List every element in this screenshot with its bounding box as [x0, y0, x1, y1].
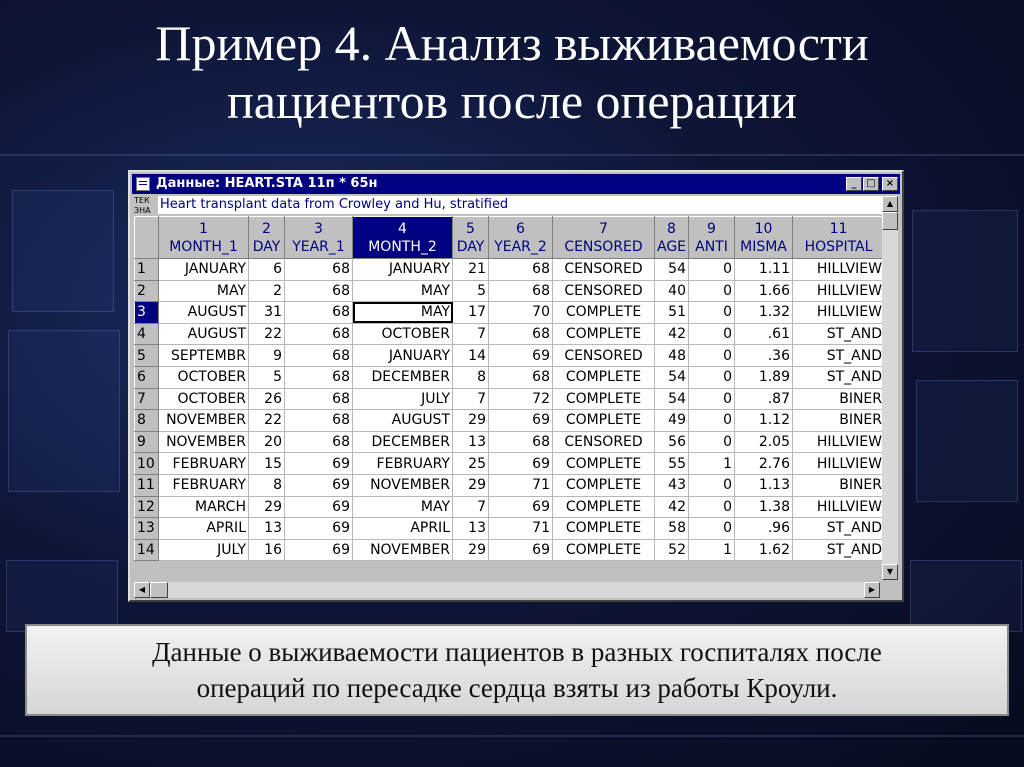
maximize-button[interactable]: □ — [863, 177, 879, 191]
data-cell[interactable]: NOVEMBER — [353, 474, 453, 496]
row-number[interactable]: 6 — [135, 366, 159, 388]
data-cell[interactable]: 29 — [453, 539, 489, 561]
data-cell[interactable]: CENSORED — [553, 259, 655, 281]
data-cell[interactable]: 26 — [249, 388, 285, 410]
data-cell[interactable]: BINER — [793, 388, 885, 410]
horizontal-scrollbar[interactable] — [134, 582, 880, 598]
data-cell[interactable]: 13 — [249, 518, 285, 540]
slide-title-line-1: Пример 4. Анализ выживаемости — [155, 15, 869, 71]
data-cell[interactable]: 1.89 — [735, 366, 793, 388]
data-cell[interactable]: 29 — [453, 474, 489, 496]
data-cell[interactable]: FEBRUARY — [159, 453, 249, 475]
data-cell[interactable]: 5 — [453, 280, 489, 302]
data-cell[interactable]: 42 — [655, 323, 689, 345]
data-cell[interactable]: 0 — [689, 431, 735, 453]
data-cell[interactable]: 68 — [285, 388, 353, 410]
data-cell[interactable]: MAY — [353, 280, 453, 302]
data-cell[interactable]: COMPLETE — [553, 323, 655, 345]
data-cell[interactable]: 17 — [453, 302, 489, 324]
data-cell[interactable]: 54 — [655, 366, 689, 388]
data-cell[interactable]: CENSORED — [553, 345, 655, 367]
spreadsheet-icon[interactable] — [136, 177, 150, 191]
data-cell[interactable]: 1 — [689, 453, 735, 475]
data-cell[interactable]: 68 — [489, 431, 553, 453]
data-cell[interactable]: COMPLETE — [553, 453, 655, 475]
data-cell[interactable]: 58 — [655, 518, 689, 540]
data-cell[interactable]: CENSORED — [553, 280, 655, 302]
data-cell[interactable]: ST_AND — [793, 345, 885, 367]
table-row — [135, 302, 885, 324]
table-row — [135, 518, 885, 540]
data-cell[interactable]: 40 — [655, 280, 689, 302]
left-arrow-icon[interactable]: ◀ — [134, 582, 150, 598]
row-number[interactable]: 10 — [135, 453, 159, 475]
data-cell[interactable]: AUGUST — [353, 410, 453, 432]
column-header[interactable] — [285, 217, 353, 259]
data-cell[interactable]: COMPLETE — [553, 388, 655, 410]
data-cell[interactable]: OCTOBER — [159, 388, 249, 410]
data-cell[interactable]: 68 — [489, 323, 553, 345]
column-number: 3 — [314, 220, 323, 237]
column-name: AGE — [656, 238, 687, 255]
data-cell[interactable]: .61 — [735, 323, 793, 345]
table-row — [135, 539, 885, 561]
case-name-header-line-2: ЗНА — [134, 206, 151, 215]
data-cell[interactable]: 68 — [285, 302, 353, 324]
data-cell[interactable]: 69 — [285, 539, 353, 561]
data-cell[interactable]: NOVEMBER — [353, 539, 453, 561]
data-cell[interactable]: 2.05 — [735, 431, 793, 453]
data-cell[interactable]: 68 — [285, 280, 353, 302]
data-cell[interactable]: 68 — [285, 366, 353, 388]
data-cell[interactable]: 9 — [249, 345, 285, 367]
data-cell[interactable]: 21 — [453, 259, 489, 281]
data-cell[interactable]: 29 — [453, 410, 489, 432]
column-header[interactable] — [689, 217, 735, 259]
data-cell[interactable]: 16 — [249, 539, 285, 561]
slide-title-line-2: пациентов после операции — [227, 73, 797, 129]
column-header[interactable] — [159, 217, 249, 259]
column-header[interactable] — [453, 217, 489, 259]
data-cell[interactable]: DECEMBER — [353, 431, 453, 453]
data-cell[interactable]: HILLVIEW — [793, 280, 885, 302]
table-row — [135, 259, 885, 281]
data-cell[interactable]: 69 — [489, 453, 553, 475]
column-number: 5 — [466, 220, 475, 237]
data-cell[interactable]: 0 — [689, 280, 735, 302]
data-cell[interactable]: COMPLETE — [553, 474, 655, 496]
data-cell[interactable]: 0 — [689, 302, 735, 324]
spreadsheet-window — [128, 170, 904, 602]
column-number: 2 — [262, 220, 271, 237]
data-cell[interactable]: 8 — [453, 366, 489, 388]
data-cell[interactable]: 0 — [689, 345, 735, 367]
data-cell[interactable]: HILLVIEW — [793, 259, 885, 281]
column-name: YEAR_2 — [494, 238, 547, 255]
column-number: 7 — [599, 220, 608, 237]
data-cell[interactable]: 69 — [489, 345, 553, 367]
row-number[interactable]: 2 — [135, 280, 159, 302]
data-cell[interactable]: .96 — [735, 518, 793, 540]
window-title: Данные: HEART.STA 11п * 65н — [156, 176, 378, 191]
table-row — [135, 431, 885, 453]
data-cell[interactable]: 1.66 — [735, 280, 793, 302]
column-name: MISMA — [740, 238, 787, 255]
data-cell[interactable]: HILLVIEW — [793, 496, 885, 518]
column-header[interactable] — [553, 217, 655, 259]
row-number[interactable]: 14 — [135, 539, 159, 561]
data-cell[interactable]: 0 — [689, 323, 735, 345]
column-header[interactable] — [249, 217, 285, 259]
data-cell[interactable]: 5 — [249, 366, 285, 388]
minimize-button[interactable]: _ — [846, 177, 862, 191]
background-panel — [12, 190, 114, 312]
data-cell[interactable]: OCTOBER — [159, 366, 249, 388]
data-cell[interactable]: HILLVIEW — [793, 453, 885, 475]
data-cell[interactable]: MAY — [353, 496, 453, 518]
data-cell[interactable]: 8 — [249, 474, 285, 496]
table-row — [135, 410, 885, 432]
data-cell[interactable]: JULY — [353, 388, 453, 410]
data-cell[interactable]: 52 — [655, 539, 689, 561]
data-cell[interactable]: JANUARY — [159, 259, 249, 281]
column-header-row — [135, 217, 885, 259]
data-cell[interactable]: 68 — [489, 280, 553, 302]
data-cell[interactable]: 68 — [285, 345, 353, 367]
data-cell[interactable]: 51 — [655, 302, 689, 324]
background-panel — [916, 380, 1018, 502]
data-cell[interactable]: 0 — [689, 410, 735, 432]
data-cell[interactable]: 0 — [689, 366, 735, 388]
column-name: MONTH_1 — [169, 238, 238, 255]
data-cell[interactable]: OCTOBER — [353, 323, 453, 345]
data-grid — [134, 216, 885, 561]
data-cell[interactable]: 68 — [489, 366, 553, 388]
column-name: DAY — [252, 238, 281, 255]
up-arrow-icon[interactable]: ▲ — [882, 196, 898, 212]
row-number[interactable]: 8 — [135, 410, 159, 432]
data-cell[interactable]: 55 — [655, 453, 689, 475]
data-cell[interactable]: 68 — [285, 431, 353, 453]
data-cell[interactable]: 7 — [453, 388, 489, 410]
data-cell[interactable]: 20 — [249, 431, 285, 453]
data-cell[interactable]: .36 — [735, 345, 793, 367]
column-name: YEAR_1 — [292, 238, 345, 255]
row-number[interactable]: 4 — [135, 323, 159, 345]
case-name-header-line-1: ТЕК — [134, 196, 150, 205]
data-cell[interactable]: 25 — [453, 453, 489, 475]
data-cell[interactable]: 68 — [285, 259, 353, 281]
data-cell[interactable]: 69 — [489, 410, 553, 432]
data-cell[interactable]: FEBRUARY — [353, 453, 453, 475]
caption-line-1: Данные о выживаемости пациентов в разных госпиталях после — [152, 637, 882, 667]
active-cell[interactable]: MAY — [353, 302, 453, 324]
table-row — [135, 280, 885, 302]
close-button[interactable]: × — [882, 177, 898, 191]
data-cell[interactable]: FEBRUARY — [159, 474, 249, 496]
table-row — [135, 366, 885, 388]
column-number: 4 — [398, 220, 407, 237]
grid-corner[interactable] — [135, 217, 159, 259]
data-cell[interactable]: 0 — [689, 388, 735, 410]
background-panel — [912, 210, 1018, 352]
data-cell[interactable]: JANUARY — [353, 345, 453, 367]
data-cell[interactable]: HILLVIEW — [793, 302, 885, 324]
data-cell[interactable]: ST_AND — [793, 539, 885, 561]
data-cell[interactable]: SEPTEMBR — [159, 345, 249, 367]
data-cell[interactable]: 70 — [489, 302, 553, 324]
data-cell[interactable]: NOVEMBER — [159, 410, 249, 432]
row-number[interactable]: 1 — [135, 259, 159, 281]
row-number[interactable]: 9 — [135, 431, 159, 453]
data-cell[interactable]: HILLVIEW — [793, 431, 885, 453]
row-number[interactable]: 13 — [135, 518, 159, 540]
data-cell[interactable]: 69 — [489, 539, 553, 561]
background-panel — [8, 330, 120, 492]
data-cell[interactable]: 49 — [655, 410, 689, 432]
row-number[interactable]: 5 — [135, 345, 159, 367]
data-cell[interactable]: APRIL — [353, 518, 453, 540]
data-cell[interactable]: .87 — [735, 388, 793, 410]
data-cell[interactable]: 54 — [655, 388, 689, 410]
data-cell[interactable]: DECEMBER — [353, 366, 453, 388]
data-cell[interactable]: 1.62 — [735, 539, 793, 561]
column-header[interactable] — [793, 217, 885, 259]
data-cell[interactable]: 71 — [489, 474, 553, 496]
data-cell[interactable]: COMPLETE — [553, 518, 655, 540]
data-cell[interactable]: 68 — [285, 410, 353, 432]
data-cell[interactable]: ST_AND — [793, 366, 885, 388]
row-number[interactable]: 3 — [135, 302, 159, 324]
data-cell[interactable]: 22 — [249, 323, 285, 345]
data-cell[interactable]: 0 — [689, 474, 735, 496]
data-cell[interactable]: 2 — [249, 280, 285, 302]
data-cell[interactable]: 7 — [453, 496, 489, 518]
data-cell[interactable]: MARCH — [159, 496, 249, 518]
vertical-scrollbar[interactable] — [882, 196, 898, 580]
data-cell[interactable]: 31 — [249, 302, 285, 324]
data-cell[interactable]: 69 — [285, 453, 353, 475]
data-cell[interactable]: 69 — [285, 518, 353, 540]
data-cell[interactable]: 29 — [249, 496, 285, 518]
data-cell[interactable]: 1.13 — [735, 474, 793, 496]
row-number[interactable]: 7 — [135, 388, 159, 410]
data-cell[interactable]: COMPLETE — [553, 366, 655, 388]
data-cell[interactable]: JANUARY — [353, 259, 453, 281]
data-cell[interactable]: COMPLETE — [553, 496, 655, 518]
data-cell[interactable]: 69 — [285, 474, 353, 496]
data-cell[interactable]: CENSORED — [553, 431, 655, 453]
data-cell[interactable]: APRIL — [159, 518, 249, 540]
background-line — [0, 154, 1024, 156]
data-cell[interactable]: NOVEMBER — [159, 431, 249, 453]
row-number[interactable]: 12 — [135, 496, 159, 518]
data-cell[interactable]: 0 — [689, 496, 735, 518]
caption-line-2: операций по пересадке сердца взяты из работы Кроули. — [196, 673, 838, 703]
column-header[interactable] — [735, 217, 793, 259]
column-number: 11 — [829, 220, 848, 237]
data-cell[interactable]: 68 — [285, 323, 353, 345]
background-panel — [910, 560, 1022, 632]
data-cell[interactable]: 2.76 — [735, 453, 793, 475]
data-cell[interactable]: 15 — [249, 453, 285, 475]
data-cell[interactable]: MAY — [159, 280, 249, 302]
column-number: 6 — [516, 220, 525, 237]
table-row — [135, 388, 885, 410]
data-cell[interactable]: COMPLETE — [553, 302, 655, 324]
data-cell[interactable]: AUGUST — [159, 302, 249, 324]
scroll-thumb[interactable] — [150, 582, 168, 598]
data-cell[interactable]: 68 — [489, 259, 553, 281]
data-cell[interactable]: 1.11 — [735, 259, 793, 281]
data-cell[interactable]: 1.12 — [735, 410, 793, 432]
column-name: CENSORED — [564, 238, 643, 255]
data-cell[interactable]: 13 — [453, 518, 489, 540]
table-row — [135, 323, 885, 345]
data-file-header[interactable]: Heart transplant data from Crowley and Hu, stratified — [158, 196, 884, 214]
data-cell[interactable]: 43 — [655, 474, 689, 496]
background-line — [0, 735, 1024, 737]
column-number: 1 — [199, 220, 208, 237]
data-cell[interactable]: COMPLETE — [553, 539, 655, 561]
data-cell[interactable]: BINER — [793, 474, 885, 496]
data-cell[interactable]: ST_AND — [793, 323, 885, 345]
data-cell[interactable]: 72 — [489, 388, 553, 410]
down-arrow-icon[interactable]: ▼ — [882, 564, 898, 580]
data-cell[interactable]: 42 — [655, 496, 689, 518]
row-number[interactable]: 11 — [135, 474, 159, 496]
data-cell[interactable]: 1 — [689, 539, 735, 561]
table-row — [135, 496, 885, 518]
table-row — [135, 474, 885, 496]
background-panel — [6, 560, 118, 632]
data-cell[interactable]: 13 — [453, 431, 489, 453]
table-row — [135, 345, 885, 367]
column-header[interactable] — [655, 217, 689, 259]
data-cell[interactable]: 56 — [655, 431, 689, 453]
right-arrow-icon[interactable]: ▶ — [864, 582, 880, 598]
data-cell[interactable]: 22 — [249, 410, 285, 432]
data-cell[interactable]: JULY — [159, 539, 249, 561]
data-cell[interactable]: 48 — [655, 345, 689, 367]
data-cell[interactable]: 69 — [285, 496, 353, 518]
data-cell[interactable]: 6 — [249, 259, 285, 281]
data-cell[interactable]: ST_AND — [793, 518, 885, 540]
column-number: 9 — [707, 220, 716, 237]
data-cell[interactable]: 0 — [689, 259, 735, 281]
data-cell[interactable]: AUGUST — [159, 323, 249, 345]
column-header[interactable] — [353, 217, 453, 259]
column-header[interactable] — [489, 217, 553, 259]
data-cell[interactable]: 1.32 — [735, 302, 793, 324]
data-cell[interactable]: 7 — [453, 323, 489, 345]
column-name: MONTH_2 — [368, 238, 437, 255]
column-name: ANTI — [695, 238, 728, 255]
table-row — [135, 453, 885, 475]
data-cell[interactable]: 71 — [489, 518, 553, 540]
data-cell[interactable]: 14 — [453, 345, 489, 367]
data-cell[interactable]: COMPLETE — [553, 410, 655, 432]
window-title-bar[interactable] — [132, 174, 900, 194]
data-cell[interactable]: 0 — [689, 518, 735, 540]
data-cell[interactable]: 69 — [489, 496, 553, 518]
caption-box — [25, 624, 1009, 716]
column-number: 8 — [667, 220, 676, 237]
column-name: DAY — [456, 238, 485, 255]
data-cell[interactable]: 54 — [655, 259, 689, 281]
scroll-thumb[interactable] — [882, 212, 898, 230]
data-cell[interactable]: 1.38 — [735, 496, 793, 518]
slide-title — [0, 14, 1024, 130]
column-name: HOSPITAL — [804, 238, 873, 255]
data-cell[interactable]: BINER — [793, 410, 885, 432]
column-number: 10 — [754, 220, 773, 237]
